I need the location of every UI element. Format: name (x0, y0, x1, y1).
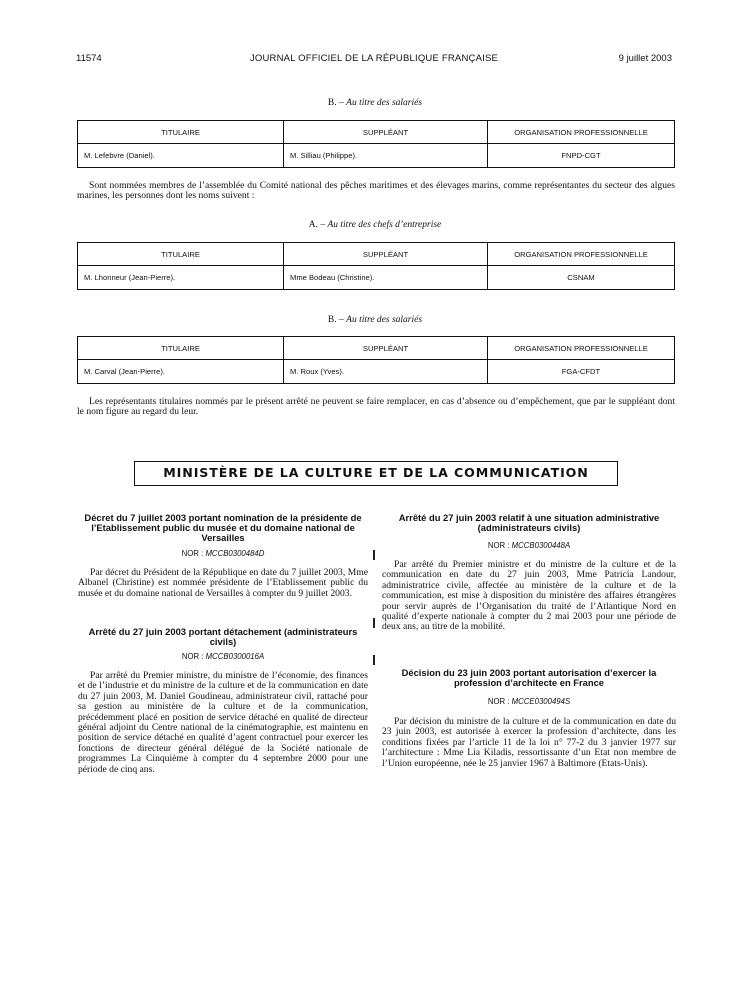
nor-code: MCCB0300484D (205, 549, 265, 558)
arrete-detachement-nor (78, 652, 368, 661)
decret-text: Par décret du Président de la République en date du 7 juillet 2003, Mme Albanel (Christine) est nommée présidente de l’Etablissement public du musée et du domaine national de Versailles à compter du 9 juillet 2003. (78, 567, 368, 599)
cell-titulaire: M. Carval (Jean-Pierre). (78, 360, 284, 384)
decision-nor (382, 697, 676, 706)
arrete-situation-nor (382, 541, 676, 550)
arrete-situation-title: Arrêté du 27 juin 2003 relatif à une situation administrative (administrateurs civils) (398, 512, 660, 534)
nor-code: MCCB0300448A (511, 541, 571, 550)
column-header-titulaire: TITULAIRE (78, 243, 284, 266)
column-header-organisation: ORGANISATION PROFESSIONNELLE (488, 337, 675, 360)
representants-paragraph: Les représentants titulaires nommés par le présent arrêté ne peuvent se faire remplacer, en cas d’absence ou d’empêchement, que par le suppléant dont le nom figure au regard du leur. (77, 396, 675, 418)
nor-label: NOR : (487, 697, 510, 706)
arrete-detachement-title: Arrêté du 27 juin 2003 portant détachement (administrateurs civils) (88, 626, 358, 648)
nor-code: MCCE0300494S (511, 697, 571, 706)
cell-titulaire: M. Lefebvre (Daniel). (78, 144, 284, 168)
journal-title: JOURNAL OFFICIEL DE LA RÉPUBLIQUE FRANÇAISE (249, 53, 499, 64)
subtitle-prefix: B. – (327, 315, 344, 325)
algues-paragraph: Sont nommées membres de l’assemblée du Comité national des pêches maritimes et des élevages marins, comme représentantes du secteur des algues marines, les personnes dont les noms suivent : (77, 180, 675, 202)
decision-title: Décision du 23 juin 2003 portant autorisation d’exercer la profession d’architecte en France (401, 667, 657, 689)
column-header-titulaire: TITULAIRE (78, 121, 284, 144)
issue-date: 9 juillet 2003 (618, 53, 672, 64)
cell-organisation: FGA-CFDT (488, 360, 675, 384)
column-marker (373, 618, 375, 628)
nor-label: NOR : (181, 549, 204, 558)
cell-suppleant: M. Roux (Yves). (284, 360, 488, 384)
column-header-organisation: ORGANISATION PROFESSIONNELLE (488, 121, 675, 144)
table-header-row (78, 243, 675, 266)
cell-organisation: CSNAM (488, 266, 675, 290)
subtitle-text: Au titre des salariés (346, 98, 423, 108)
column-marker (373, 655, 375, 665)
table-header-row (78, 337, 675, 360)
table-header-row (78, 121, 675, 144)
roster-table (77, 120, 675, 168)
column-header-suppleant: SUPPLÉANT (284, 337, 488, 360)
subtitle-prefix: A. – (308, 220, 326, 230)
arrete-detachement-text: Par arrêté du Premier ministre, du ministre de l’économie, des finances et de l’industrie et du ministre de la culture et de la communication en date du 27 juin 2003, M. Daniel Goudineau, administrateur civil, rattaché pour sa gestion au ministère de la culture et de la communication, précédemment placé en position de service détaché en qualité de directeur général adjoint du Centre national de la cinématographie, est maintenu en position de service détaché en qualité d’agent contractuel pour exercer les fonctions de directeur général délégué de la Société nationale de programmes La Cinquième à compter du 4 septembre 2000 pour une période de cinq ans. (78, 670, 368, 775)
section-subtitle (76, 315, 674, 325)
cell-titulaire: M. Lhonneur (Jean-Pierre). (78, 266, 284, 290)
column-header-suppleant: SUPPLÉANT (284, 243, 488, 266)
table-row (78, 266, 675, 290)
column-marker (373, 550, 375, 560)
decision-text: Par décision du ministre de la culture et de la communication en date du 23 juin 2003, est autorisée à exercer la profession d’architecte, dans les conditions fixées par l’article 11 de la loi n° 77-2 du 3 janvier 1977 sur l’architecture : Mme Lia Kiladis, ressortissante d’un Etat non membre de l’Union européenne, née le 25 janvier 1967 à Baltimore (Etats-Unis). (382, 716, 676, 769)
subtitle-text: Au titre des salariés (346, 315, 423, 325)
table-row (78, 144, 675, 168)
column-header-organisation: ORGANISATION PROFESSIONNELLE (488, 243, 675, 266)
column-header-titulaire: TITULAIRE (78, 337, 284, 360)
section-subtitle (76, 98, 674, 108)
roster-table (77, 242, 675, 290)
nor-label: NOR : (181, 652, 204, 661)
subtitle-text: Au titre des chefs d’entreprise (327, 220, 442, 230)
subtitle-prefix: B. – (327, 98, 344, 108)
table-row (78, 360, 675, 384)
cell-suppleant: M. Silliau (Philippe). (284, 144, 488, 168)
nor-code: MCCB0300016A (205, 652, 265, 661)
column-header-suppleant: SUPPLÉANT (284, 121, 488, 144)
decret-nor (78, 549, 368, 558)
cell-organisation: FNPD-CGT (488, 144, 675, 168)
cell-suppleant: Mme Bodeau (Christine). (284, 266, 488, 290)
nor-label: NOR : (487, 541, 510, 550)
decret-title: Décret du 7 juillet 2003 portant nomination de la présidente de l’Etablissement public du musée et du domaine national de Versailles (84, 512, 362, 544)
section-subtitle (76, 220, 674, 230)
roster-table (77, 336, 675, 384)
ministry-banner: MINISTÈRE DE LA CULTURE ET DE LA COMMUNICATION (134, 461, 618, 486)
arrete-situation-text: Par arrêté du Premier ministre et du ministre de la culture et de la communication en date du 27 juin 2003, Mme Patricia Landour, administratrice civile, affectée au ministère de la culture et de la communication, est mise à disposition du ministère des affaires étrangères pour servir auprès de l’Organisation du traité de l’Atlantique Nord en qualité d’experte nationale à compter du 2 mai 2003 pour une période de deux ans, au titre de la mobilité. (382, 559, 676, 633)
page-number: 11574 (76, 53, 102, 64)
